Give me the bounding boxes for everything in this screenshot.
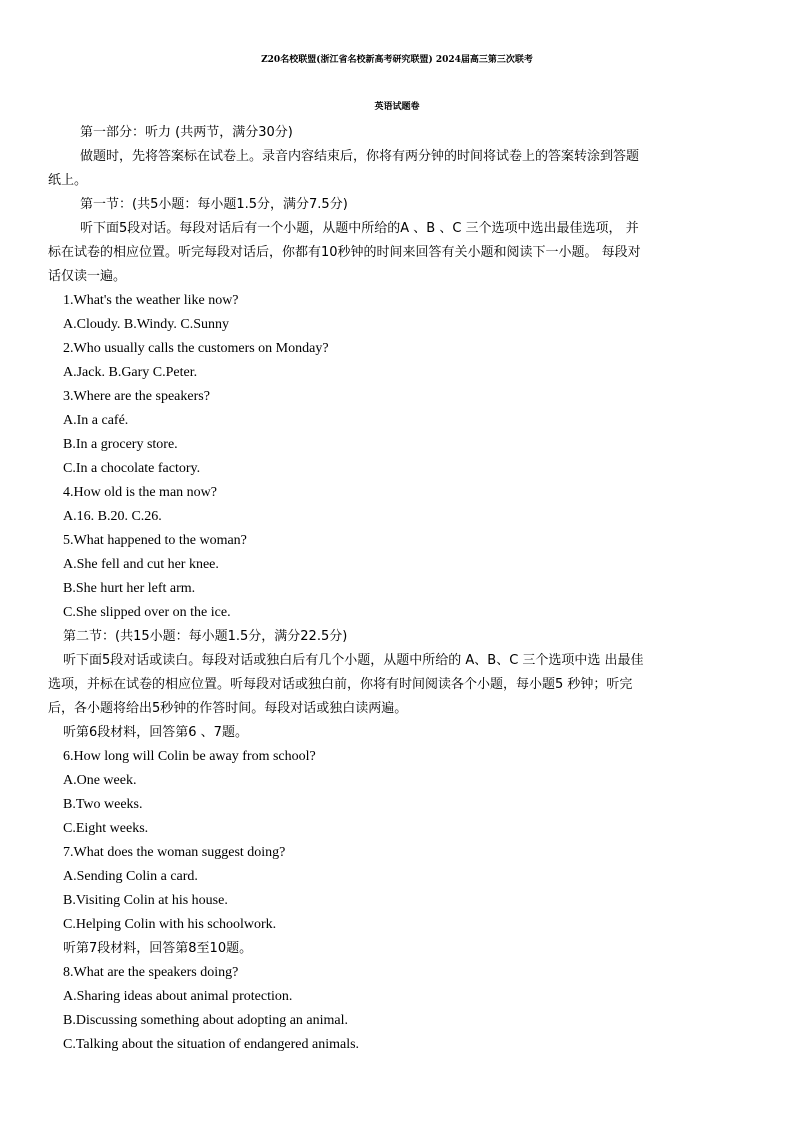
q7-question: 7.What does the woman suggest doing?: [63, 845, 286, 860]
q8-option-a: A.Sharing ideas about animal protection.: [63, 989, 293, 1004]
q2-options: A.Jack. B.Gary C.Peter.: [63, 365, 198, 380]
q8-question: 8.What are the speakers doing?: [63, 965, 239, 980]
section1-instruction-line1: 听下面5段对话。每段对话后有一个小题，从题中所给的A 、B 、C 三个选项中选出最佳选项， 并: [80, 221, 639, 236]
section1-instruction-line3: 话仅读一遍。: [48, 269, 127, 284]
q3-option-b: B.In a grocery store.: [63, 437, 178, 452]
q3-option-a: A.In a café.: [63, 413, 129, 428]
part1-instruction-line2: 纸上。: [48, 173, 88, 188]
q3-question: 3.Where are the speakers?: [63, 389, 210, 404]
q5-option-a: A.She fell and cut her knee.: [63, 557, 219, 572]
section2-instruction-line3: 后，各小题将给出5秒钟的作答时间。每段对话或独白读两遍。: [48, 701, 408, 716]
q6-question: 6.How long will Colin be away from school?: [63, 749, 316, 764]
q1-question: 1.What's the weather like now?: [63, 293, 239, 308]
exam-title: Z20名校联盟(浙江省名校新高考研究联盟) 2024届高三第三次联考: [261, 55, 533, 65]
q7-option-a: A.Sending Colin a card.: [63, 869, 198, 884]
q6-option-a: A.One week.: [63, 773, 137, 788]
section2-instruction-line1: 听下面5段对话或读白。每段对话或独白后有几个小题，从题中所给的 A、B、C 三个选项中选 出最佳: [63, 653, 644, 668]
q3-option-c: C.In a chocolate factory.: [63, 461, 201, 476]
q1-options: A.Cloudy. B.Windy. C.Sunny: [63, 317, 230, 332]
section1-heading: 第一节：(共5小题：每小题1.5分，满分7.5分): [80, 197, 348, 212]
q6-option-b: B.Two weeks.: [63, 797, 143, 812]
q5-option-c: C.She slipped over on the ice.: [63, 605, 231, 620]
q4-question: 4.How old is the man now?: [63, 485, 217, 500]
section2-heading: 第二节：(共15小题：每小题1.5分，满分22.5分): [63, 629, 348, 644]
q6-option-c: C.Eight weeks.: [63, 821, 149, 836]
q8-option-c: C.Talking about the situation of endangered animals.: [63, 1037, 360, 1052]
material7-instruction: 听第7段材料，回答第8至10题。: [63, 941, 253, 956]
q4-options: A.16. B.20. C.26.: [63, 509, 162, 524]
q5-question: 5.What happened to the woman?: [63, 533, 247, 548]
section2-instruction-line2: 选项，并标在试卷的相应位置。听每段对话或独白前，你将有时间阅读各个小题，每小题5 秒钟；听完: [48, 677, 633, 692]
q5-option-b: B.She hurt her left arm.: [63, 581, 196, 596]
part1-instruction-line1: 做题时，先将答案标在试卷上。录音内容结束后，你将有两分钟的时间将试卷上的答案转涂到答题: [80, 149, 640, 164]
q7-option-c: C.Helping Colin with his schoolwork.: [63, 917, 277, 932]
q7-option-b: B.Visiting Colin at his house.: [63, 893, 228, 908]
section1-instruction-line2: 标在试卷的相应位置。听完每段对话后，你都有10秒钟的时间来回答有关小题和阅读下一小题。 每段对: [48, 245, 641, 260]
material6-instruction: 听第6段材料，回答第6 、7题。: [63, 725, 248, 740]
part1-heading: 第一部分：听力 (共两节，满分30分): [80, 125, 293, 140]
exam-subtitle: 英语试题卷: [374, 102, 420, 112]
q2-question: 2.Who usually calls the customers on Monday?: [63, 341, 329, 356]
q8-option-b: B.Discussing something about adopting an animal.: [63, 1013, 349, 1028]
